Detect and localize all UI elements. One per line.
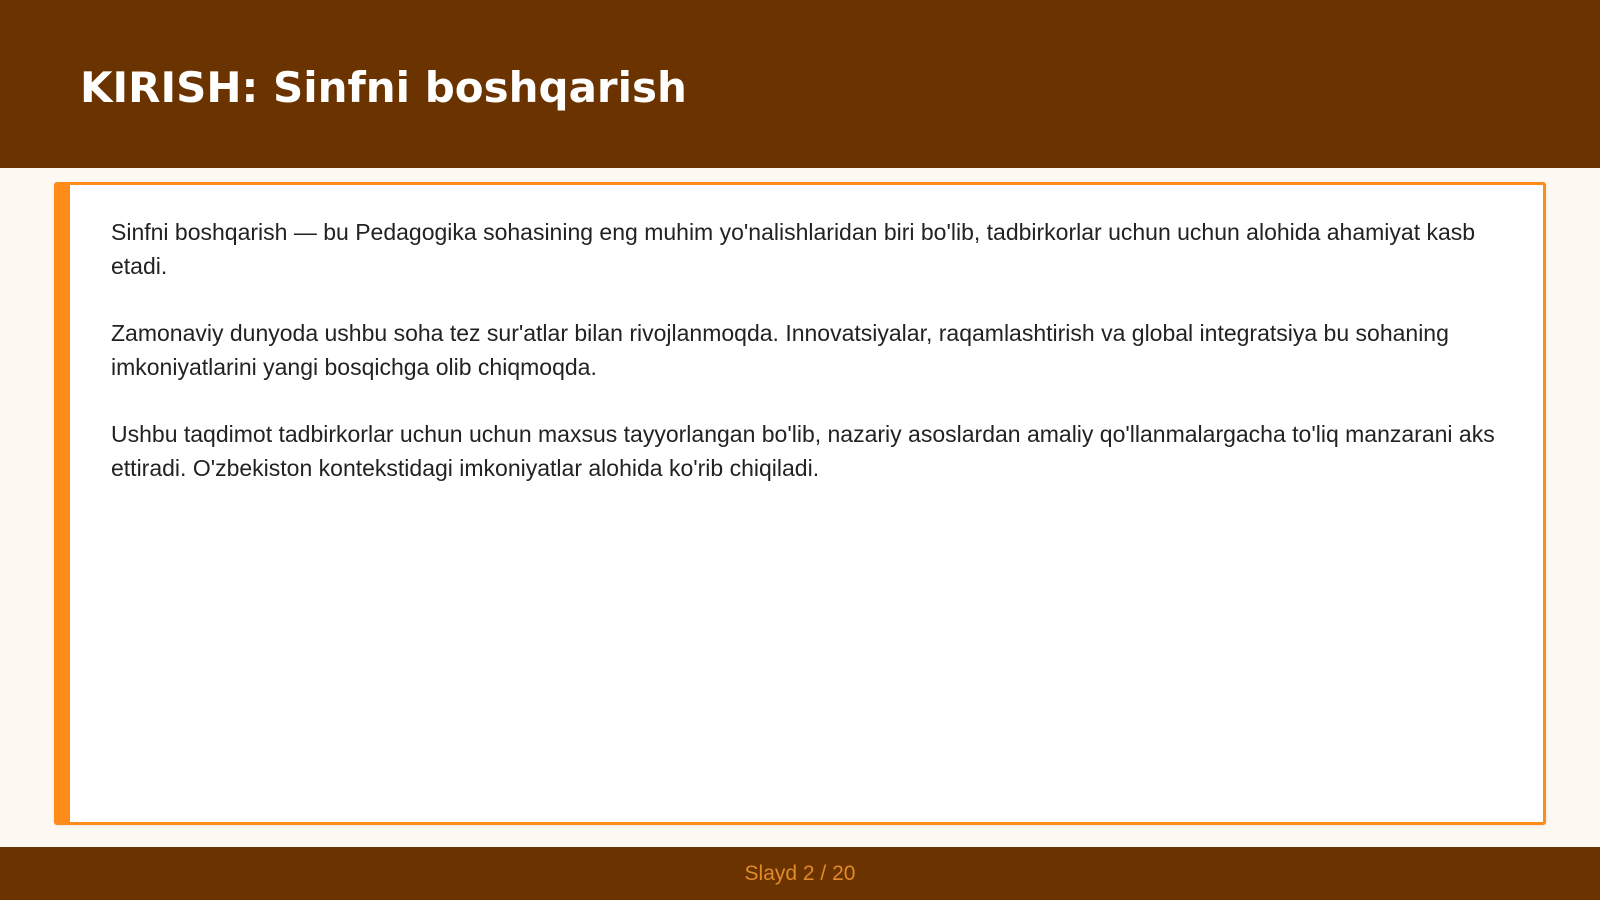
content-box: [54, 182, 1546, 825]
slide-title: KIRISH: Sinfni boshqarish: [80, 63, 687, 112]
paragraph-presentation-scope: Ushbu taqdimot tadbirkorlar uchun uchun maxsus tayyorlangan bo'lib, nazariy asoslardan amaliy qo'llanmalargacha to'liq manzarani aks ettiradi. O'zbekiston kontekstidagi imkoniyatlar alohida ko'rib chiqiladi.: [111, 421, 1495, 481]
slide-footer: [0, 847, 1600, 900]
slide-number: Slayd 2 / 20: [744, 862, 856, 885]
paragraph-intro: Sinfni boshqarish — bu Pedagogika sohasining eng muhim yo'nalishlaridan biri bo'lib, tadbirkorlar uchun uchun alohida ahamiyat kasb etadi.: [111, 219, 1476, 279]
slide-header: [0, 0, 1600, 168]
paragraph-modern-world: Zamonaviy dunyoda ushbu soha tez sur'atlar bilan rivojlanmoqda. Innovatsiyalar, raqamlashtirish va global integratsiya bu sohaning imkoniyatlarini yangi bosqichga olib chiqmoqda.: [111, 320, 1449, 380]
content-text: [111, 215, 1521, 518]
